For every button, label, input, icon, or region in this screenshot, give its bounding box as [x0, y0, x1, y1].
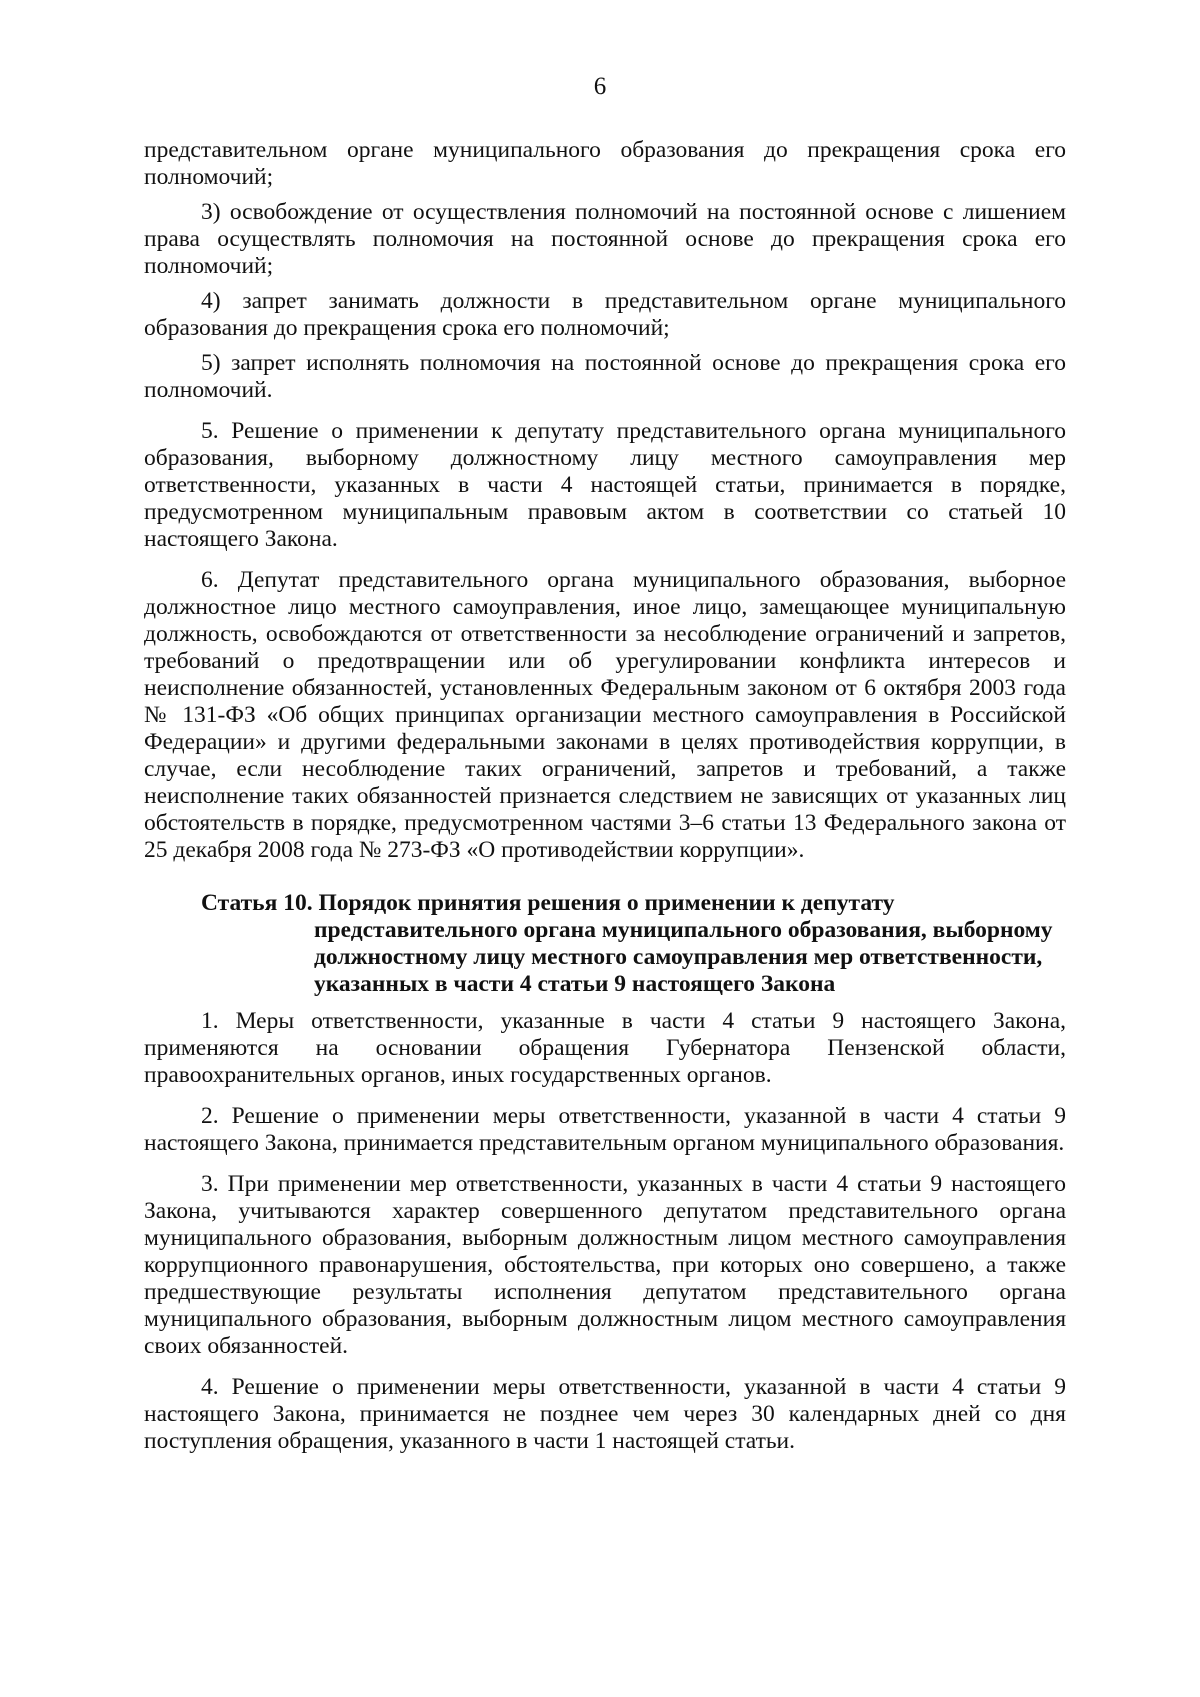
article-10-part-1: 1. Меры ответственности, указанные в части 4 статьи 9 настоящего Закона, применяются на основании обращения Губернатора Пензенской области, правоохранительных органов, иных государственных органов.: [144, 1008, 1066, 1088]
list-item-5: 5) запрет исполнять полномочия на постоянной основе до прекращения срока его полномочий.: [144, 350, 1066, 403]
list-item-4: 4) запрет занимать должности в представительном органе муниципального образования до прекращения срока его полномочий;: [144, 288, 1066, 341]
article-10-part-2: 2. Решение о применении меры ответственности, указанной в части 4 статьи 9 настоящего Закона, принимается представительным органом муниципального образования.: [144, 1103, 1066, 1156]
document-body: [144, 137, 1066, 1463]
page-number: 6: [593, 73, 607, 100]
list-item-3: 3) освобождение от осуществления полномочий на постоянной основе с лишением права осуществлять полномочия на постоянной основе до прекращения срока его полномочий;: [144, 199, 1066, 279]
paragraph-part-5: 5. Решение о применении к депутату представительного органа муниципального образования, выборному должностному лицу местного самоуправления мер ответственности, указанных в части 4 настоящей статьи, принимается в порядке, предусмотренном муниципальным правовым актом в соответствии со статьей 10 настоящего Закона.: [144, 418, 1066, 552]
article-10-heading: Статья 10. Порядок принятия решения о применении к депутату представительного органа муниципального образования, выборному должностному лицу местного самоуправления мер ответственности, указанных в части 4 статьи 9 настоящего Закона: [201, 890, 1053, 997]
paragraph-part-6: 6. Депутат представительного органа муниципального образования, выборное должностное лицо местного самоуправления, иное лицо, замещающее муниципальную должность, освобождаются от ответственности за несоблюдение ограничений и запретов, требований о предотвращении или об урегулировании конфликта интересов и неисполнение обязанностей, установленных Федеральным законом от 6 октября 2003 года № 131-ФЗ «Об общих принципах организации местного самоуправления в Российской Федерации» и другими федеральными законами в целях противодействия коррупции, в случае, если несоблюдение таких ограничений, запретов и требований, а также неисполнение таких обязанностей признается следствием не зависящих от указанных лиц обстоятельств в порядке, предусмотренном частями 3–6 статьи 13 Федерального закона от 25 декабря 2008 года № 273-ФЗ «О противодействии коррупции».: [144, 567, 1066, 863]
article-10-part-3: 3. При применении мер ответственности, указанных в части 4 статьи 9 настоящего Закона, учитываются характер совершенного депутатом представительного органа муниципального образования, выборным должностным лицом местного самоуправления коррупционного правонарушения, обстоятельства, при которых оно совершено, а также предшествующие результаты исполнения депутатом представительного органа муниципального образования, выборным должностным лицом местного самоуправления своих обязанностей.: [144, 1171, 1066, 1359]
paragraph-continuation: представительном органе муниципального образования до прекращения срока его полномочий;: [144, 137, 1066, 190]
article-10-part-4: 4. Решение о применении меры ответственности, указанной в части 4 статьи 9 настоящего Закона, принимается не позднее чем через 30 календарных дней со дня поступления обращения, указанного в части 1 настоящей статьи.: [144, 1374, 1066, 1454]
